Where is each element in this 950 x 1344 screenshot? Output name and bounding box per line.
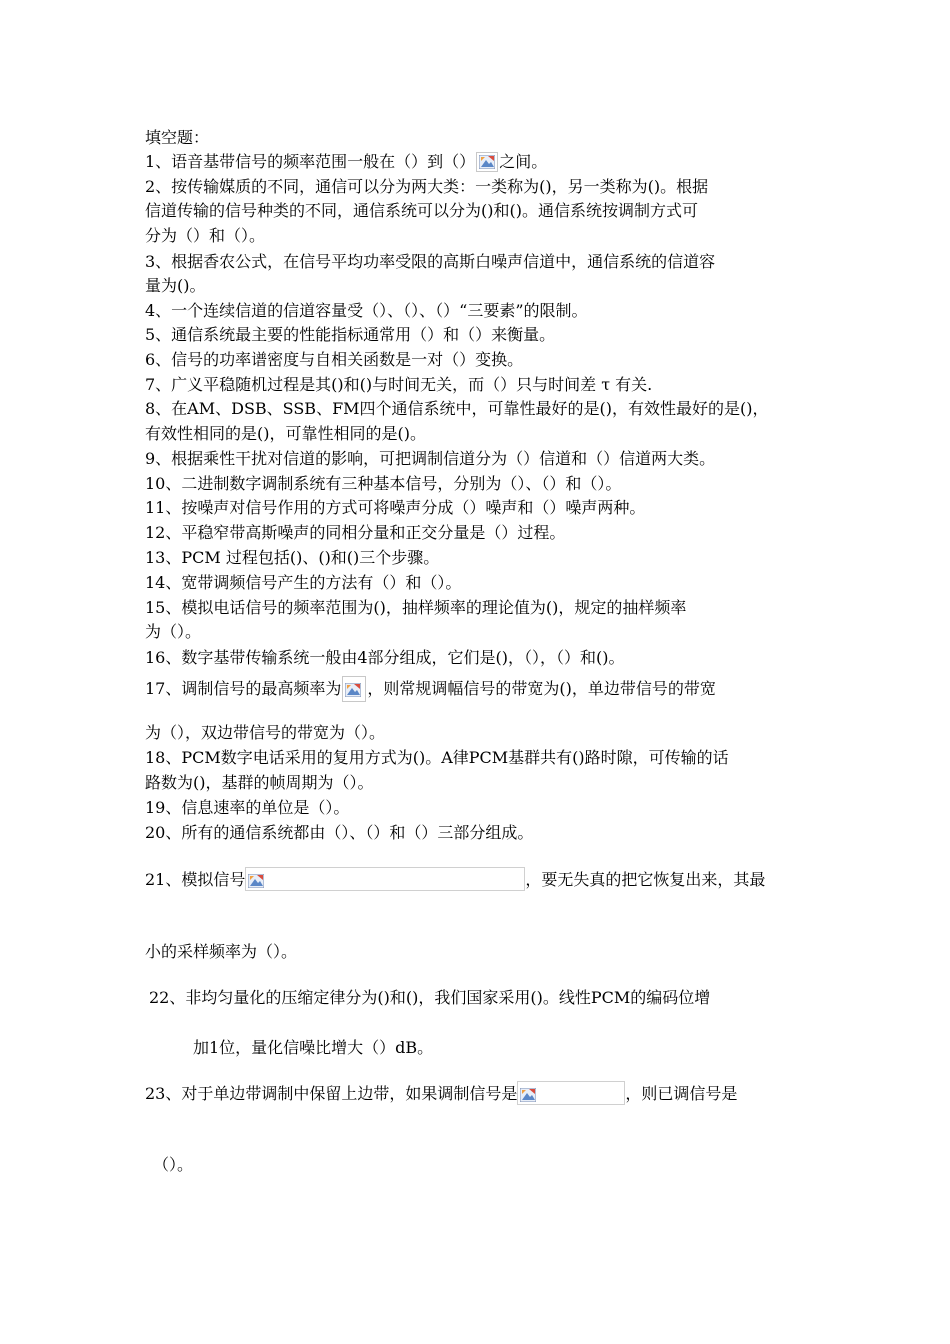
question-16: 16、数字基带传输系统一般由4部分组成，它们是()，（），（）和()。	[145, 648, 625, 667]
question-19: 19、信息速率的单位是（）。	[145, 798, 350, 817]
question-21-line-2: 小的采样频率为（）。	[145, 942, 298, 961]
question-18-line-1: 18、PCM数字电话采用的复用方式为()。A律PCM基群共有()路时隙，可传输的话	[145, 748, 729, 767]
question-17-line-2: 为（），双边带信号的带宽为（）。	[145, 723, 386, 742]
formula-image-placeholder	[517, 1081, 625, 1105]
question-13: 13、PCM 过程包括()、()和()三个步骤。	[145, 548, 440, 567]
question-17-text-end: ，则常规调幅信号的带宽为()，单边带信号的带宽	[367, 679, 716, 698]
question-22-line-2: 加1位，量化信噪比增大（）dB。	[193, 1038, 434, 1057]
question-11: 11、按噪声对信号作用的方式可将噪声分成（）噪声和（）噪声两种。	[145, 498, 646, 517]
broken-image-icon	[342, 676, 366, 702]
question-1	[145, 150, 815, 174]
formula-image-placeholder	[245, 867, 525, 891]
question-22-line-1: 22、非均匀量化的压缩定律分为()和()，我们国家采用()。线性PCM的编码位增	[149, 988, 711, 1007]
question-2-line-3: 分为（）和（）。	[145, 226, 266, 245]
question-23-line-2: （）。	[153, 1155, 194, 1174]
question-15-line-1: 15、模拟电话信号的频率范围为()，抽样频率的理论值为()，规定的抽样频率	[145, 598, 687, 617]
question-2-line-1: 2、按传输媒质的不同，通信可以分为两大类：一类称为()，另一类称为()。根据	[145, 177, 709, 196]
question-3-line-2: 量为()。	[145, 276, 206, 295]
question-23-text-end: ，则已调信号是	[625, 1084, 738, 1103]
question-3-line-1: 3、根据香农公式，在信号平均功率受限的高斯白噪声信道中，通信系统的信道容	[145, 252, 716, 271]
question-7: 7、广义平稳随机过程是其()和()与时间无关，而（）只与时间差 τ 有关.	[145, 375, 653, 394]
question-5: 5、通信系统最主要的性能指标通常用（）和（）来衡量。	[145, 325, 556, 344]
broken-image-icon	[476, 152, 498, 172]
question-23-line-1	[145, 1081, 815, 1106]
section-heading: 填空题：	[145, 128, 210, 147]
question-4: 4、一个连续信道的信道容量受（）、（）、（）“三要素”的限制。	[145, 301, 588, 320]
question-12: 12、平稳窄带高斯噪声的同相分量和正交分量是（）过程。	[145, 523, 566, 542]
question-14: 14、宽带调频信号产生的方法有（）和（）。	[145, 573, 462, 592]
question-8-line-1: 8、在AM、DSB、SSB、FM四个通信系统中，可靠性最好的是()，有效性最好的是()，	[145, 399, 769, 418]
question-8-line-2: 有效性相同的是()，可靠性相同的是()。	[145, 424, 426, 443]
question-20: 20、所有的通信系统都由（）、（）和（）三部分组成。	[145, 823, 534, 842]
question-17-line-1	[145, 676, 815, 702]
question-15-line-2: 为（）。	[145, 622, 202, 641]
question-1-text: 1、语音基带信号的频率范围一般在（）到（）	[145, 152, 476, 171]
question-10: 10、二进制数字调制系统有三种基本信号，分别为（）、（）和（）。	[145, 474, 622, 493]
question-2-line-2: 信道传输的信号种类的不同，通信系统可以分为()和()。通信系统按调制方式可	[145, 201, 698, 220]
question-17-text: 17、调制信号的最高频率为	[145, 679, 342, 698]
question-6: 6、信号的功率谱密度与自相关函数是一对（）变换。	[145, 350, 524, 369]
question-21-text-end: ，要无失真的把它恢复出来，其最	[525, 870, 766, 889]
question-18-line-2: 路数为()，基群的帧周期为（）。	[145, 773, 374, 792]
question-23-text: 23、对于单边带调制中保留上边带，如果调制信号是	[145, 1084, 518, 1103]
question-9: 9、根据乘性干扰对信道的影响，可把调制信道分为（）信道和（）信道两大类。	[145, 449, 716, 468]
question-1-text-end: 之间。	[499, 152, 548, 171]
question-21-line-1	[145, 867, 815, 892]
question-21-text: 21、模拟信号	[145, 870, 246, 889]
